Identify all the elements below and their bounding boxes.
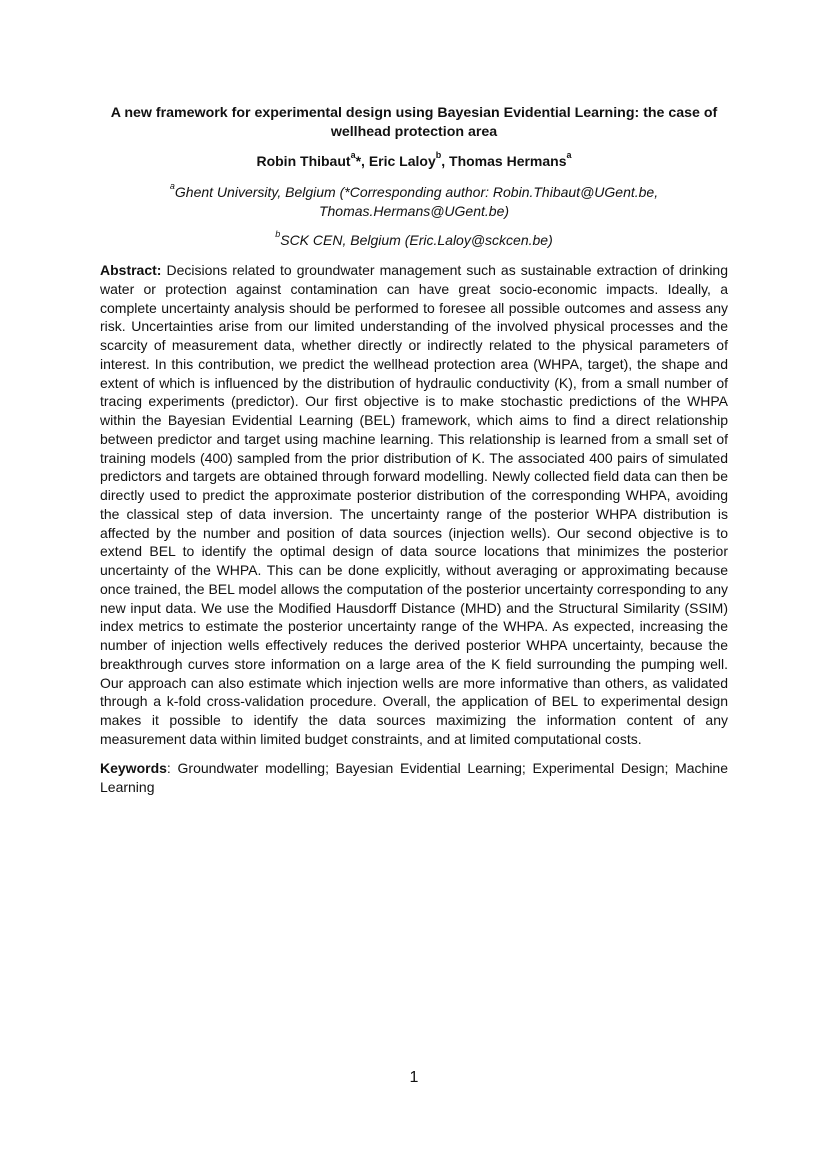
affiliation-marker: b (275, 229, 281, 240)
keywords-heading: Keywords (100, 760, 167, 776)
author-affiliation-marker: b (435, 150, 442, 161)
affiliation (100, 231, 728, 250)
author-affiliation-marker: a (350, 150, 356, 161)
abstract-body: Decisions related to groundwater management such as sustainable extraction of drinking water or protection against contamination can have great socio-economic impacts. Ideally, a complete uncertainty analysis should be performed to foresee all possible outcomes and assess any risk. Uncertainties arise from our limited understanding of the involved physical processes and the scarcity of measurement data, whether directly or indirectly related to the physical parameters of interest. In this contribution, we predict the wellhead protection area (WHPA, target), the shape and extent of which is influenced by the distribution of hydraulic conductivity (K), from a small number of tracing experiments (predictor). Our first objective is to make stochastic predictions of the WHPA within the Bayesian Evidential Learning (BEL) framework, which aims to find a direct relationship between predictor and target using machine learning. This relationship is learned from a small set of training models (400) sampled from the prior distribution of K. The associated 400 pairs of simulated predictors and targets are obtained through forward modelling. Newly collected field data can then be directly used to predict the approximate posterior distribution of the corresponding WHPA, avoiding the classical step of data inversion. The uncertainty range of the posterior WHPA distribution is affected by the number and position of data sources (injection wells). Our second objective is to extend BEL to identify the optimal design of data source locations that minimizes the posterior uncertainty of the WHPA. This can be done explicitly, without averaging or approximating because once trained, the BEL model allows the computation of the posterior uncertainty corresponding to any new input data. We use the Modified Hausdorff Distance (MHD) and the Structural Similarity (SSIM) index metrics to estimate the posterior uncertainty range of the WHPA. As expected, increasing the number of injection wells effectively reduces the derived posterior WHPA uncertainty, because the breakthrough curves store information on a large area of the K field surrounding the pumping well. Our approach can also estimate which injection wells are more informative than others, as validated through a k-fold cross-validation procedure. Overall, the application of BEL to experimental design makes it possible to identify the data sources maximizing the information content of any measurement data within limited budget constraints, and at limited computational costs. (100, 262, 729, 747)
corresponding-author-marker: * (355, 153, 362, 169)
keywords-paragraph (100, 759, 728, 796)
author-name: Robin Thibaut (256, 153, 351, 169)
affiliation-text: SCK CEN, Belgium (Eric.Laloy@sckcen.be) (280, 232, 553, 248)
author-separator: , (441, 153, 450, 169)
abstract-paragraph (100, 261, 728, 749)
affiliation-marker: a (169, 181, 175, 192)
author-list (100, 152, 728, 170)
author-name: Eric Laloy (368, 153, 436, 169)
affiliation-text: Ghent University, Belgium (*Corresponding author: Robin.Thibaut@UGent.be, Thomas.Hermans@UGent.be) (174, 184, 659, 219)
paper-title: A new framework for experimental design using Bayesian Evidential Learning: the case of wellhead protection area (110, 105, 718, 140)
page-number: 1 (409, 1069, 419, 1086)
affiliation (100, 183, 728, 221)
author-separator: , (361, 153, 369, 169)
abstract-heading: Abstract: (100, 262, 162, 278)
author-name: Thomas Hermans (449, 153, 567, 169)
keywords-list: : Groundwater modelling; Bayesian Evidential Learning; Experimental Design; Machine Learning (100, 760, 728, 795)
author-affiliation-marker: a (566, 150, 572, 161)
